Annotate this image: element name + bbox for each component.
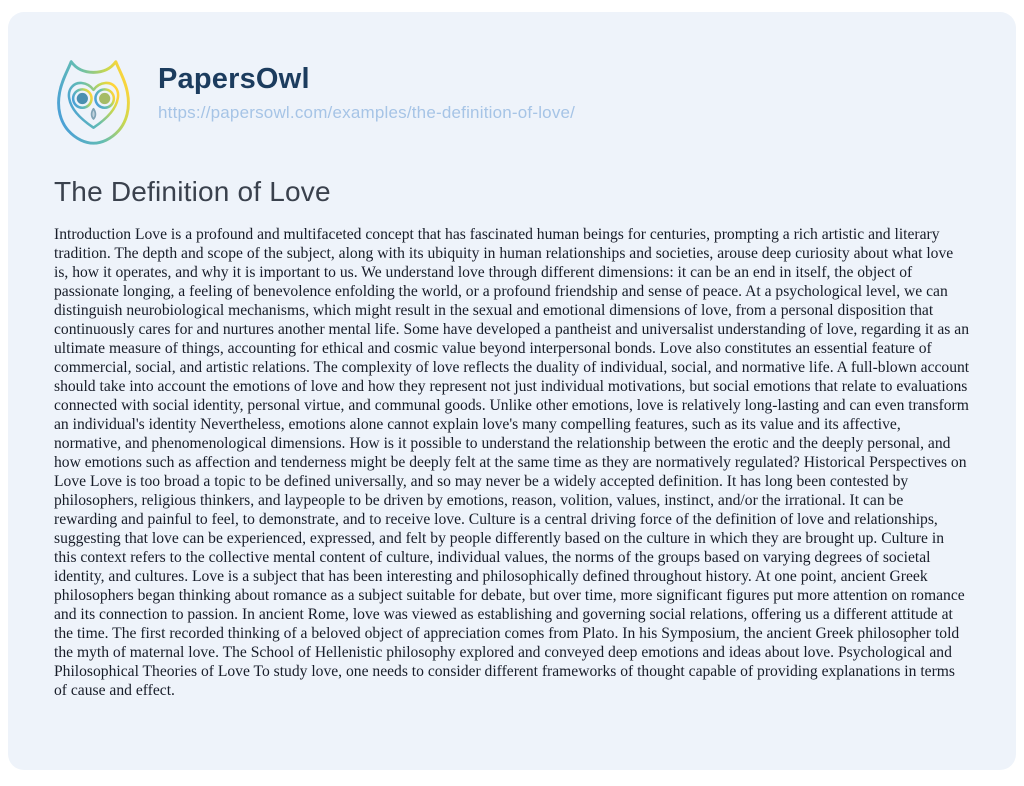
brand-name[interactable]: PapersOwl [158,63,310,95]
source-url[interactable]: https://papersowl.com/examples/the-definition-of-love/ [158,102,576,122]
site-header [45,52,970,149]
papersowl-logo[interactable] [45,52,142,149]
page-title: The Definition of Love [54,176,331,207]
result-card [8,12,1016,770]
brand-block [158,64,575,123]
article-body: Introduction Love is a profound and multifaceted concept that has fascinated human beings for centuries, prompting a rich artistic and literary tradition. The depth and scope of the subject, along with its ubiquity in human relationships and societies, arouse deep curiosity about what love is, how it operates, and why it is important to us. We understand love through different dimensions: it can be an end in itself, the object of passionate longing, a feeling of benevolence enfolding the world, or a profound friendship and sense of peace. At a psychological level, we can distinguish neurobiological mechanisms, which might result in the sexual and emotional dimensions of love, from a personal disposition that continuously cares for and nurtures another mental life. Some have developed a pantheist and universalist understanding of love, regarding it as an ultimate measure of things, accounting for ethical and cosmic value beyond interpersonal bonds. Love also constitutes an essential feature of commercial, social, and artistic relations. The complexity of love reflects the duality of individual, social, and normative life. A full-blown account should take into account the emotions of love and how they represent not just individual motivations, but social emotions that relate to evaluations connected with social identity, personal virtue, and communal goods. Unlike other emotions, love is relatively long-lasting and can even transform an individual's identity Nevertheless, emotions alone cannot explain love's many compelling features, such as its value and its affective, normative, and phenomenological dimensions. How is it possible to understand the relationship between the erotic and the deeply personal, and how emotions such as affection and tenderness might be deeply felt at the same time as they are normatively regulated? Historical Perspectives on Love Love is too broad a topic to be defined universally, and so may never be a widely accepted definition. It has long been contested by philosophers, religious thinkers, and laypeople to be driven by emotions, reason, volition, values, instinct, and/or the irrational. It can be rewarding and painful to feel, to demonstrate, and to receive love. Culture is a central driving force of the definition of love and relationships, suggesting that love can be experienced, expressed, and felt by people differently based on the culture in which they are brought up. Culture in this context refers to the collective mental content of culture, individual values, the norms of the groups based on varying degrees of societal identity, and cultures. Love is a subject that has been interesting and philosophically defined throughout history. At one point, ancient Greek philosophers began thinking about romance as a subject suitable for debate, but over time, more significant figures put more attention on romance and its connection to passion. In ancient Rome, love was viewed as establishing and governing social relations, offering us a different attitude at the time. The first recorded thinking of a beloved object of appreciation comes from Plato. In his Symposium, the ancient Greek philosopher told the myth of maternal love. The School of Hellenistic philosophy explored and conveyed deep emotions and ideas about love. Psychological and Philosophical Theories of Love To study love, one needs to consider different frameworks of thought capable of providing explanations in terms of cause and effect. [54,226,970,699]
owl-icon [45,52,142,149]
